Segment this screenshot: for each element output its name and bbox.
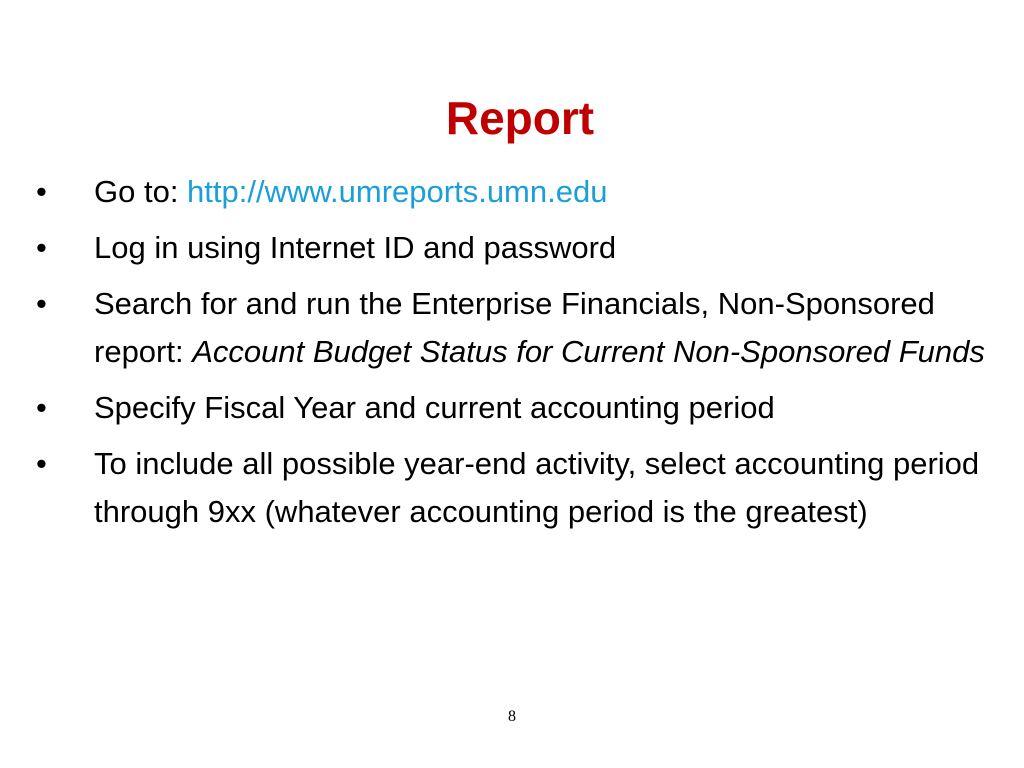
umreports-link[interactable]: http://www.umreports.umn.edu xyxy=(187,174,608,209)
bullet-dot-icon: • xyxy=(36,286,47,321)
report-name: Account Budget Status for Current Non-Sponsored Funds xyxy=(192,334,985,369)
bullet-dot-icon: • xyxy=(36,390,47,425)
bullet-dot-icon: • xyxy=(36,230,47,265)
bullet-item-goto xyxy=(36,168,996,216)
bullet-item-year-end xyxy=(36,440,996,536)
page-number: 8 xyxy=(508,708,516,725)
bullet-item-fiscal-year xyxy=(36,384,996,432)
year-end-text: To include all possible year-end activity, select accounting period through 9xx (whatever accounting period is the greatest) xyxy=(94,446,980,529)
fiscal-year-text: Specify Fiscal Year and current accounting period xyxy=(94,390,775,425)
bullet-list xyxy=(36,168,996,544)
search-text: Search for and run the Enterprise Financials, Non-Sponsored report: xyxy=(94,286,935,369)
bullet-dot-icon: • xyxy=(36,446,47,481)
bullet-dot-icon: • xyxy=(36,174,47,209)
bullet-item-search xyxy=(36,280,996,376)
goto-prefix: Go to: xyxy=(94,174,188,209)
slide-title: Report xyxy=(445,92,595,144)
login-text: Log in using Internet ID and password xyxy=(94,230,617,265)
bullet-item-login xyxy=(36,224,996,272)
